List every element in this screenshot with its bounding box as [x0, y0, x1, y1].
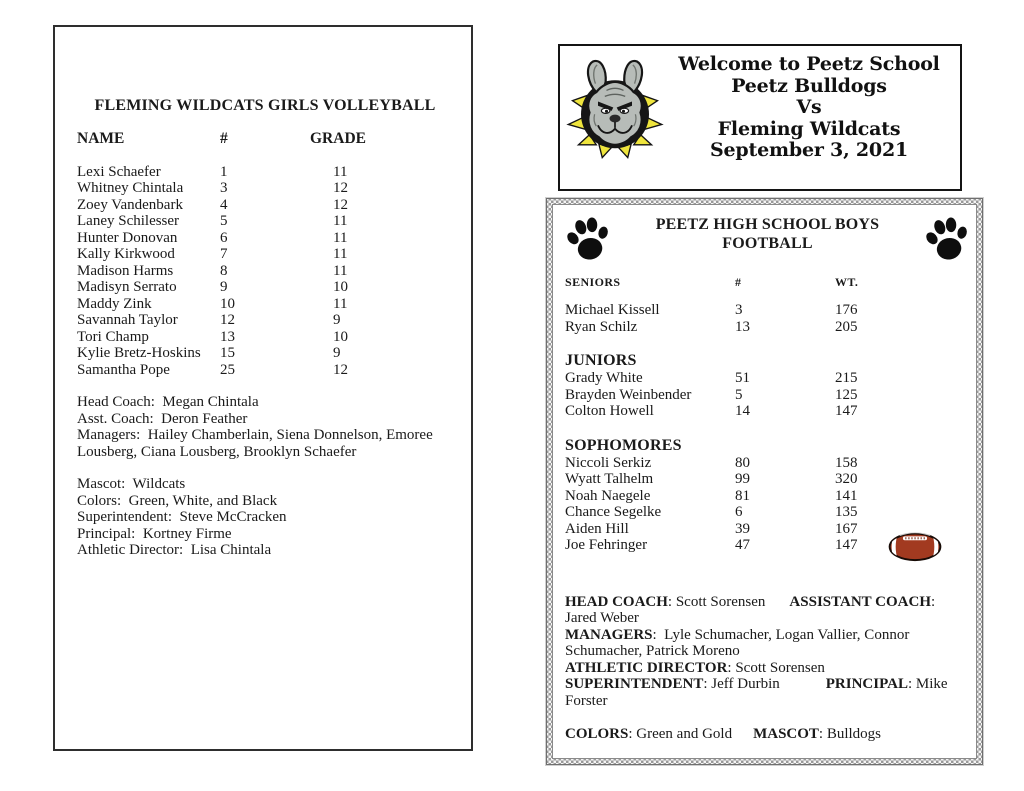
athletic-director-value: : Scott Sorensen	[727, 659, 825, 676]
player-name: Tori Champ	[77, 328, 149, 345]
welcome-line: Peetz Bulldogs	[731, 74, 887, 97]
col-header-name: NAME	[77, 130, 125, 147]
volleyball-title: FLEMING WILDCATS GIRLS VOLLEYBALL	[94, 97, 436, 114]
player-number: 25	[220, 361, 235, 378]
superintendent-label: SUPERINTENDENT	[565, 676, 704, 692]
mascot-label: MASCOT	[753, 726, 819, 742]
player-number: 8	[220, 262, 228, 279]
volleyball-info-block	[77, 476, 453, 559]
player-grade: 11	[333, 262, 348, 279]
player-number: 47	[735, 537, 750, 553]
player-number: 13	[220, 328, 235, 345]
welcome-line: September 3, 2021	[710, 139, 908, 161]
player-number: 7	[220, 246, 228, 262]
player-grade: 10	[333, 328, 348, 345]
player-number: 13	[735, 318, 750, 335]
volleyball-staff-block	[77, 394, 453, 460]
player-grade: 12	[333, 361, 348, 378]
head-coach-value: : Scott Sorensen	[667, 593, 766, 610]
table-row	[565, 471, 970, 488]
athletic-director-label: ATHLETIC DIRECTOR	[565, 659, 728, 676]
player-weight: 320	[835, 471, 858, 487]
assistant-coach-value: : Jared Weber	[565, 593, 939, 626]
welcome-text	[666, 52, 952, 162]
player-weight: 147	[835, 537, 858, 553]
player-name: Whitney Chintala	[77, 180, 184, 196]
player-name: Aiden Hill	[565, 520, 629, 537]
player-weight: 125	[835, 386, 858, 403]
coaches-line	[565, 594, 970, 627]
player-number: 4	[220, 196, 228, 213]
mascot-value: : Bulldogs	[818, 726, 882, 742]
player-number: 1	[220, 163, 228, 180]
football-title-line1: PEETZ HIGH SCHOOL BOYS	[655, 216, 880, 233]
football-roster-inner	[553, 205, 976, 758]
football-header-row	[565, 275, 970, 289]
player-weight: 147	[835, 403, 858, 419]
managers-line: Managers: Hailey Chamberlain, Siena Donnelson, Emoree Lousberg, Ciana Lousberg, Brooklyn Schaefer	[77, 427, 437, 460]
table-row	[77, 230, 453, 247]
football-roster-panel	[546, 198, 983, 765]
table-row	[77, 263, 453, 280]
player-number: 51	[735, 370, 750, 386]
table-row	[565, 488, 970, 505]
bulldog-mascot-icon	[564, 56, 666, 169]
volleyball-roster-panel	[53, 25, 473, 751]
football-title-line2: FOOTBALL	[722, 235, 813, 252]
player-name: Samantha Pope	[77, 361, 170, 378]
player-number: 6	[735, 504, 743, 520]
player-weight: 205	[835, 318, 858, 335]
player-grade: 11	[333, 246, 348, 262]
player-name: Colton Howell	[565, 403, 654, 419]
head-coach-label: HEAD COACH	[565, 593, 668, 610]
football-footer-line	[565, 726, 970, 743]
superintendent-value: : Jeff Durbin	[703, 676, 780, 692]
player-grade: 12	[333, 196, 348, 213]
col-header-number: #	[735, 275, 742, 289]
player-number: 80	[735, 454, 750, 471]
player-name: Madison Harms	[77, 262, 174, 279]
player-name: Joe Fehringer	[565, 537, 648, 553]
col-header-seniors: SENIORS	[565, 275, 621, 289]
player-grade: 9	[333, 312, 341, 328]
table-row	[565, 319, 970, 336]
football-icon	[886, 526, 944, 571]
player-name: Kylie Bretz-Hoskins	[77, 345, 201, 361]
table-row	[565, 403, 970, 420]
welcome-line: Vs	[796, 96, 822, 118]
football-header	[565, 213, 970, 270]
table-row	[565, 455, 970, 472]
table-row	[77, 246, 453, 263]
table-row	[77, 329, 453, 346]
colors-value: : Green and Gold	[628, 726, 733, 742]
table-row	[77, 362, 453, 379]
volleyball-header-row	[77, 131, 453, 148]
managers-value: : Lyle Schumacher, Logan Vallier, Connor Schumacher, Patrick Moreno	[565, 626, 914, 659]
player-weight: 158	[835, 454, 858, 471]
player-name: Lexi Schaefer	[77, 163, 161, 180]
asst-coach-line: Asst. Coach: Deron Feather	[77, 410, 248, 427]
player-name: Hunter Donovan	[77, 229, 178, 246]
player-name: Noah Naegele	[565, 487, 651, 504]
player-weight: 176	[835, 302, 858, 318]
player-name: Ryan Schilz	[565, 318, 638, 335]
paw-print-icon	[924, 213, 970, 270]
welcome-panel	[558, 44, 962, 191]
player-name: Wyatt Talhelm	[565, 471, 654, 487]
player-grade: 11	[333, 229, 348, 246]
volleyball-roster-table	[77, 131, 453, 378]
table-row	[77, 213, 453, 230]
player-name: Grady White	[565, 370, 643, 386]
principal-value: : Mike Forster	[565, 676, 952, 709]
table-row	[77, 279, 453, 296]
managers-line	[565, 627, 970, 660]
player-grade: 10	[333, 279, 348, 295]
player-name: Niccoli Serkiz	[565, 454, 652, 471]
superintendent-line: Superintendent: Steve McCracken	[77, 509, 287, 525]
table-row	[565, 504, 970, 521]
welcome-line: Fleming Wildcats	[717, 117, 901, 140]
principal-line: Principal: Kortney Firme	[77, 525, 232, 542]
colors-line: Colors: Green, White, and Black	[77, 492, 278, 509]
player-grade: 11	[333, 163, 348, 180]
player-name: Zoey Vandenbark	[77, 196, 183, 213]
table-row	[77, 164, 453, 181]
player-number: 15	[220, 345, 235, 361]
player-weight: 135	[835, 504, 858, 520]
player-number: 14	[735, 403, 750, 419]
player-grade: 12	[333, 180, 348, 196]
assistant-coach-label: ASSISTANT COACH	[789, 593, 931, 610]
player-grade: 9	[333, 345, 341, 361]
table-row	[77, 312, 453, 329]
colors-label: COLORS	[565, 726, 629, 742]
player-name: Brayden Weinbender	[565, 386, 692, 403]
football-title	[611, 213, 924, 253]
player-number: 3	[220, 180, 228, 196]
player-name: Maddy Zink	[77, 295, 152, 312]
player-weight: 167	[835, 520, 858, 537]
player-name: Kally Kirkwood	[77, 246, 175, 262]
player-number: 5	[220, 213, 228, 229]
player-number: 5	[735, 386, 743, 403]
player-number: 6	[220, 229, 228, 246]
player-number: 9	[220, 279, 228, 295]
player-number: 12	[220, 312, 235, 328]
player-weight: 141	[835, 487, 858, 504]
col-header-number: #	[220, 130, 228, 147]
paw-print-icon	[565, 213, 611, 270]
athletic-director-line	[565, 660, 970, 677]
table-row	[565, 387, 970, 404]
player-number: 3	[735, 302, 743, 318]
player-weight: 215	[835, 370, 858, 386]
table-row	[77, 345, 453, 362]
player-number: 10	[220, 295, 235, 312]
player-name: Savannah Taylor	[77, 312, 178, 328]
col-header-grade: GRADE	[310, 130, 366, 147]
player-number: 99	[735, 471, 750, 487]
sophomores-group-label: SOPHOMORES	[565, 436, 682, 454]
player-number: 39	[735, 520, 750, 537]
player-name: Madisyn Serrato	[77, 279, 177, 295]
football-staff-block	[565, 594, 970, 710]
player-grade: 11	[333, 213, 348, 229]
managers-label: MANAGERS	[565, 626, 653, 643]
mascot-line: Mascot: Wildcats	[77, 476, 186, 492]
table-row	[77, 180, 453, 197]
player-number: 81	[735, 487, 750, 504]
welcome-line: Welcome to Peetz School	[678, 53, 940, 75]
player-name: Chance Segelke	[565, 504, 662, 520]
head-coach-line: Head Coach: Megan Chintala	[77, 394, 259, 410]
player-name: Michael Kissell	[565, 302, 660, 318]
juniors-group-label: JUNIORS	[565, 352, 637, 369]
table-row	[77, 296, 453, 313]
col-header-weight: WT.	[835, 275, 859, 289]
table-row	[565, 302, 970, 319]
principal-label: PRINCIPAL	[825, 676, 908, 692]
athletic-director-line: Athletic Director: Lisa Chintala	[77, 542, 272, 558]
table-row	[565, 370, 970, 387]
table-row	[77, 197, 453, 214]
admin-line	[565, 676, 970, 709]
player-grade: 11	[333, 295, 348, 312]
player-name: Laney Schilesser	[77, 213, 180, 229]
